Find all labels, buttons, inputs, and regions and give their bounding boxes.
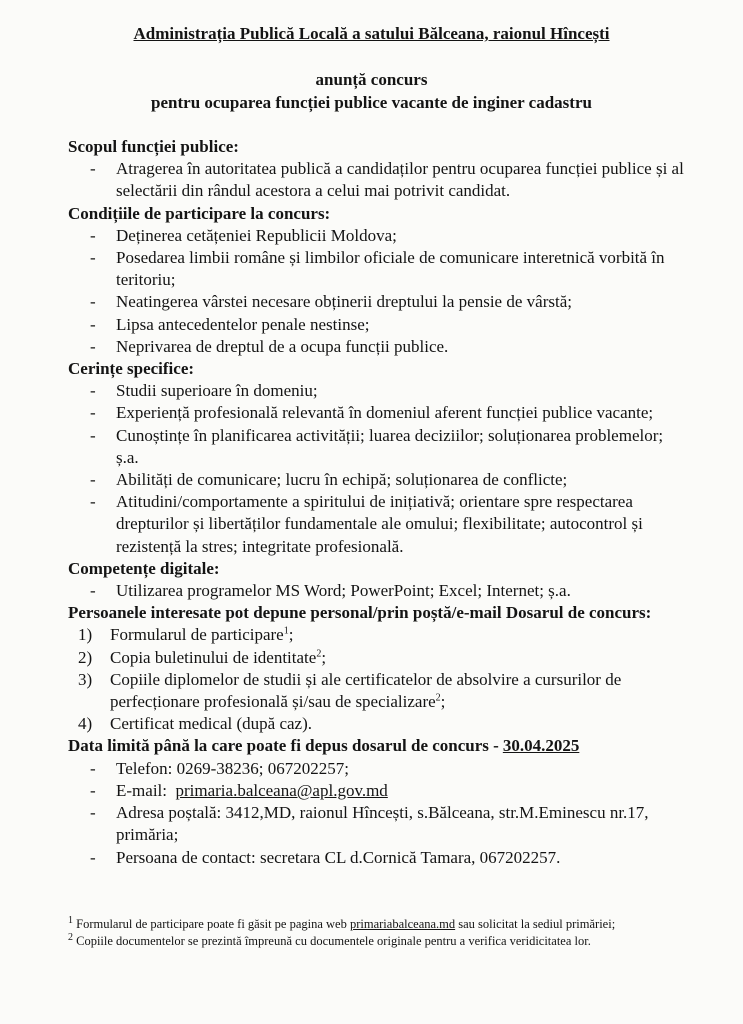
footnote-ref: 2 xyxy=(435,692,441,704)
requirements-list xyxy=(68,380,688,558)
footnote-text: sau solicitat la sediul primăriei; xyxy=(458,917,616,931)
contacts-list xyxy=(68,758,688,869)
scope-heading: Scopul funcției publice: xyxy=(68,137,239,156)
subtitle-line-2: pentru ocuparea funcției publice vacante de inginer cadastru xyxy=(151,93,592,112)
deadline-label: Data limită până la care poate fi depus dosarul de concurs - xyxy=(68,736,499,756)
conditions-list xyxy=(68,225,688,358)
contact-person: - Persoana de contact: secretara CL d.Cornică Tamara, 067202257. xyxy=(68,847,688,869)
contact-phone: - Telefon: 0269-38236; 067202257; xyxy=(68,758,688,780)
list-item: - Studii superioare în domeniu; xyxy=(68,380,688,402)
item-text: Formularul de participare xyxy=(110,625,284,645)
announcement-title xyxy=(0,68,743,114)
item-text: Copia buletinului de identitate xyxy=(110,647,317,667)
documents-heading: Persoanele interesate pot depune personal/prin poștă/e-mail Dosarul de concurs: xyxy=(68,603,652,623)
item-end: ; xyxy=(440,692,446,712)
footnote-1 xyxy=(68,916,678,932)
footnote-2 xyxy=(68,933,678,949)
footnotes xyxy=(68,916,678,950)
list-item: - Cunoștințe în planificarea activității; luarea deciziilor; soluționarea problemelor; ș.a. xyxy=(68,425,688,469)
document-body xyxy=(68,136,688,869)
footnote-text: Formularul de participare poate fi găsit pe pagina web xyxy=(76,917,347,931)
item-end: ; xyxy=(288,625,294,645)
documents-list xyxy=(68,624,688,735)
digital-heading: Competențe digitale: xyxy=(68,558,220,578)
list-item: - Lipsa antecedentelor penale nestinse; xyxy=(68,314,688,336)
contact-email xyxy=(68,780,688,802)
list-item xyxy=(68,647,688,669)
item-text: Copiile diplomelor de studii și ale certificatelor de absolvire a cursurilor de perfecționare profesională și/sau de specializare xyxy=(110,669,622,712)
list-item: - Neatingerea vârstei necesare obținerii dreptului la pensie de vârstă; xyxy=(68,291,688,313)
item-end: ; xyxy=(321,647,327,667)
item-number: 1) xyxy=(78,625,93,645)
requirements-heading: Cerințe specifice: xyxy=(68,359,195,379)
footnote-ref: 2 xyxy=(316,648,322,660)
list-item xyxy=(68,713,688,735)
document-header xyxy=(0,24,743,44)
list-item xyxy=(68,669,688,713)
conditions-heading: Condițiile de participare la concurs: xyxy=(68,203,331,223)
list-item: - Atitudini/comportamente a spiritului de inițiativă; orientare spre respectarea drepturilor și libertăților fundamentale ale omului; flexibilitate; autocontrol și rezistență la stres; integritate profesională. xyxy=(68,491,688,558)
list-item xyxy=(68,624,688,646)
email-label: E-mail: xyxy=(116,780,167,800)
item-number: 3) xyxy=(78,669,93,689)
header-text: Administrația Publică Locală a satului Bălceana, raionul Hîncești xyxy=(133,24,610,43)
deadline-line xyxy=(68,735,688,757)
list-item: - Utilizarea programelor MS Word; PowerPoint; Excel; Internet; ș.a. xyxy=(68,580,688,602)
list-item: - Atragerea în autoritatea publică a candidaților pentru ocuparea funcției publice și al selectării din rândul acestora a celui mai potrivit candidat. xyxy=(68,158,688,202)
digital-list xyxy=(68,580,688,602)
contact-address: - Adresa poștală: 3412,MD, raionul Hîncești, s.Bălceana, str.M.Eminescu nr.17, primăria; xyxy=(68,802,688,846)
list-item: - Deținerea cetățeniei Republicii Moldova; xyxy=(68,225,688,247)
list-item: - Neprivarea de dreptul de a ocupa funcții publice. xyxy=(68,336,688,358)
footnote-text: Copiile documentelor se prezintă împreună cu documentele originale pentru a verifica veridicitatea lor. xyxy=(76,934,591,948)
footnote-mark: 2 xyxy=(68,931,73,943)
website-link[interactable]: primariabalceana.md xyxy=(349,917,456,931)
list-item: - Experiență profesională relevantă în domeniul aferent funcției publice vacante; xyxy=(68,402,688,424)
item-number: 2) xyxy=(78,647,93,667)
footnote-mark: 1 xyxy=(68,914,73,926)
item-number: 4) xyxy=(78,714,93,734)
item-text: Certificat medical (după caz). xyxy=(110,714,312,734)
list-item: - Posedarea limbii române și limbilor oficiale de comunicare interetnică vorbită în teritoriu; xyxy=(68,247,688,291)
subtitle-line-1: anunță concurs xyxy=(315,70,428,89)
footnote-ref: 1 xyxy=(283,625,289,637)
email-link[interactable]: primaria.balceana@apl.gov.md xyxy=(175,780,388,800)
deadline-date: 30.04.2025 xyxy=(502,736,580,756)
list-item: - Abilități de comunicare; lucru în echipă; soluționarea de conflicte; xyxy=(68,469,688,491)
scope-list xyxy=(68,158,688,202)
